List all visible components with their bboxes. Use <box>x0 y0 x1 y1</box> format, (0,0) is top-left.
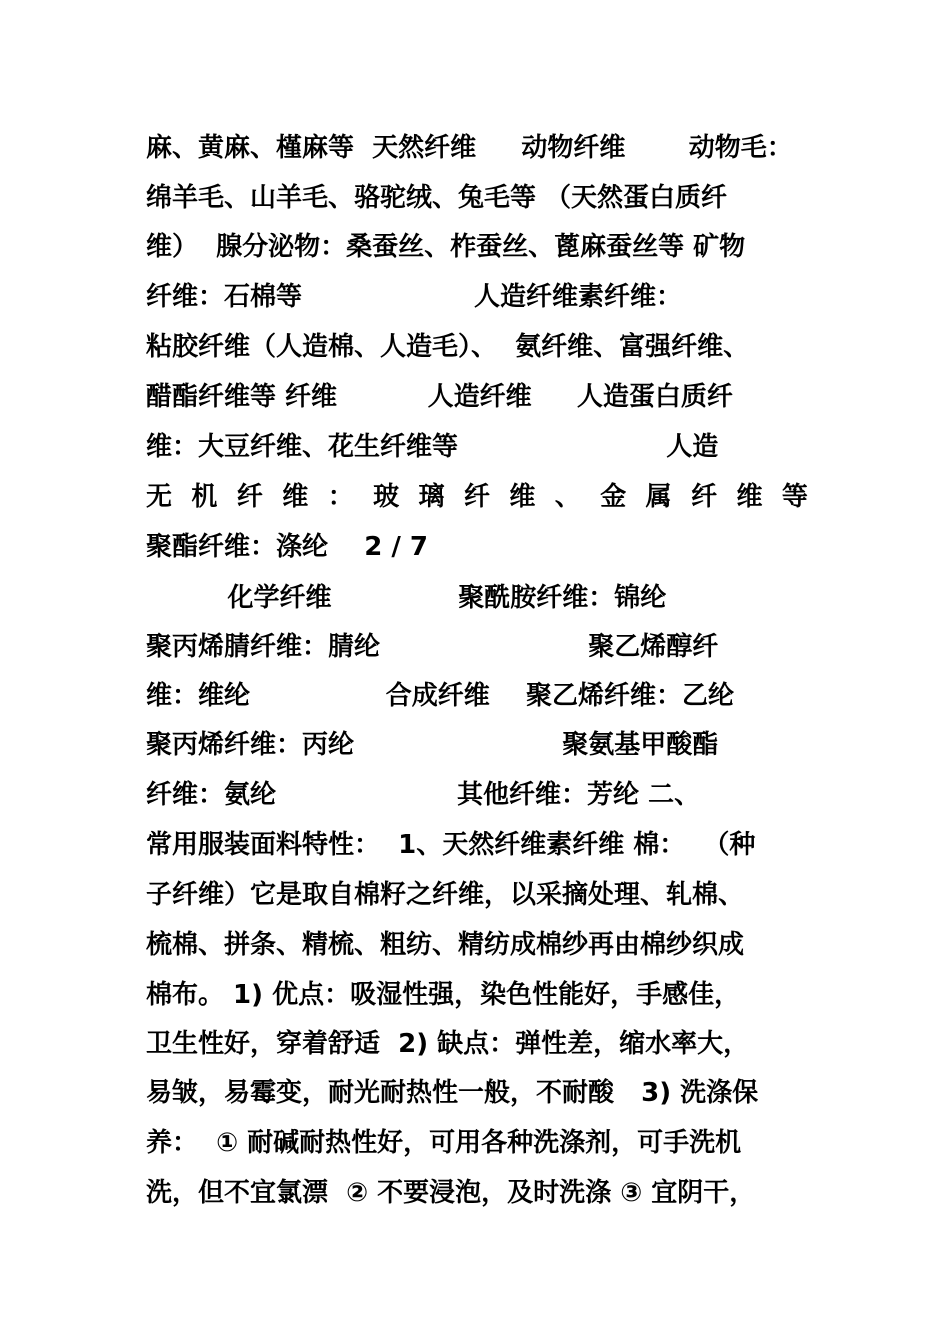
text-line-9: 聚酯纤维：涤纶 2 / 7 <box>146 532 428 562</box>
text-line-8-justified <box>146 477 808 517</box>
justified-char: 属 <box>645 482 672 512</box>
text-line-7: 维：大豆纤维、花生纤维等 人造 <box>146 432 719 462</box>
text-line-12: 维：维纶 合成纤维 聚乙烯纤维：乙纶 <box>146 681 734 711</box>
justified-char: 维 <box>736 482 763 512</box>
text-line-22: 洗，但不宜氯漂 ② 不要浸泡，及时洗涤 ③ 宜阴干， <box>146 1178 756 1208</box>
justified-char: 等 <box>781 482 808 512</box>
text-line-14: 纤维：氨纶 其他纤维：芳纶 二、 <box>146 780 701 810</box>
justified-char: ： <box>327 482 354 512</box>
justified-char: 璃 <box>418 482 445 512</box>
text-line-6: 醋酯纤维等 纤维 人造纤维 人造蛋白质纤 <box>146 382 733 412</box>
justified-char: 无 <box>146 482 173 512</box>
justified-char: 纤 <box>236 482 263 512</box>
text-line-11: 聚丙烯腈纤维：腈纶 聚乙烯醇纤 <box>146 632 719 662</box>
text-line-18: 棉布。 1) 优点：吸湿性强，染色性能好，手感佳， <box>146 980 741 1010</box>
text-line-4: 纤维：石棉等 人造纤维素纤维： <box>146 282 682 312</box>
justified-char: 玻 <box>373 482 400 512</box>
text-line-10: 化学纤维 聚酰胺纤维：锦纶 <box>146 583 667 613</box>
justified-char: 机 <box>191 482 218 512</box>
text-line-21: 养： ① 耐碱耐热性好，可用各种洗涤剂，可手洗机 <box>146 1128 742 1158</box>
justified-char: 、 <box>554 482 581 512</box>
justified-char: 纤 <box>463 482 490 512</box>
justified-char: 金 <box>600 482 627 512</box>
text-line-16: 子纤维）它是取自棉籽之纤维，以采摘处理、轧棉、 <box>146 880 745 910</box>
justified-char: 维 <box>282 482 309 512</box>
text-line-19: 卫生性好，穿着舒适 2) 缺点：弹性差，缩水率大， <box>146 1029 750 1059</box>
justified-char: 纤 <box>691 482 718 512</box>
justified-char: 维 <box>509 482 536 512</box>
text-line-1: 麻、黄麻、槿麻等 天然纤维 动物纤维 动物毛： <box>146 133 793 163</box>
text-line-3: 维） 腺分泌物：桑蚕丝、柞蚕丝、蓖麻蚕丝等 矿物 <box>146 232 746 262</box>
text-line-15: 常用服装面料特性： 1、天然纤维素纤维 棉： （种 <box>146 830 756 860</box>
text-line-20: 易皱，易霉变，耐光耐热性一般，不耐酸 3) 洗涤保 <box>146 1078 759 1108</box>
text-line-2: 绵羊毛、山羊毛、骆驼绒、兔毛等 （天然蛋白质纤 <box>146 183 728 213</box>
text-line-17: 梳棉、拼条、精梳、粗纺、精纺成棉纱再由棉纱织成 <box>146 930 745 960</box>
text-line-5: 粘胶纤维（人造棉、人造毛）、 氨纤维、富强纤维、 <box>146 332 750 362</box>
text-line-13: 聚丙烯纤维：丙纶 聚氨基甲酸酯 <box>146 730 719 760</box>
